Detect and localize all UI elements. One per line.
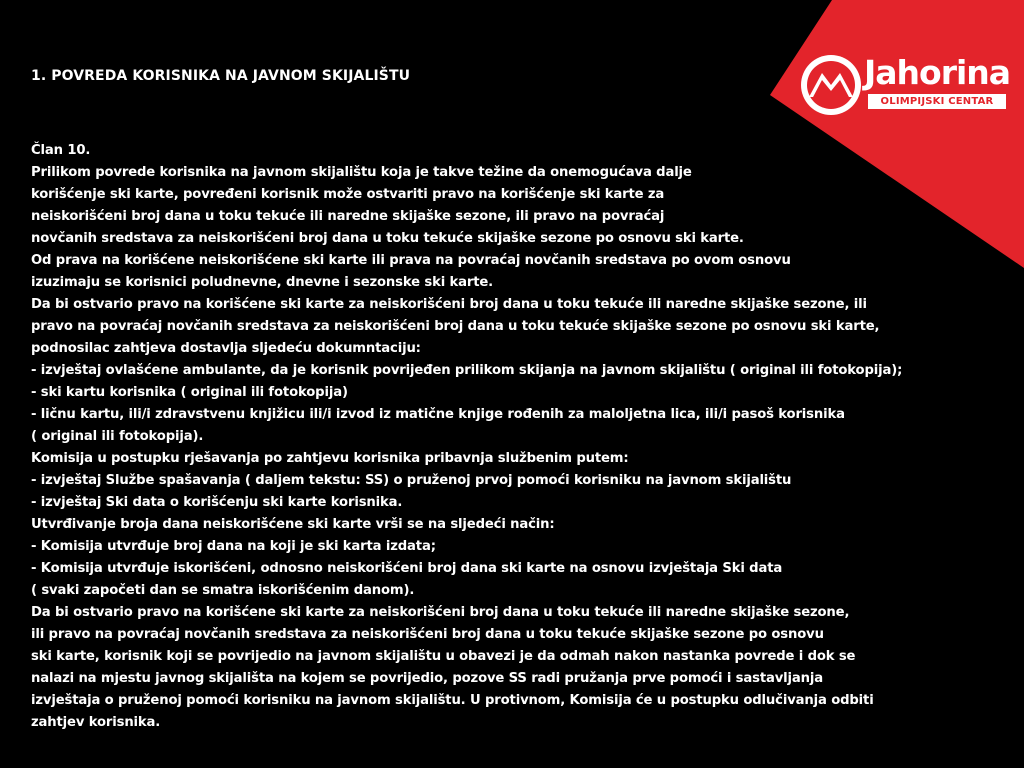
body-line: Da bi ostvario pravo na korišćene ski karte za neiskorišćeni broj dana u toku tekuće ili naredne skijaške sezone, [31,605,850,620]
body-line: ( original ili fotokopija). [31,429,204,444]
mountain-icon [798,52,864,118]
body-line: ski karte, korisnik koji se povrijedio na javnom skijalištu u obavezi je da odmah nakon nastanka povrede i dok se [31,649,856,664]
jahorina-logo [798,52,1018,122]
body-line: Od prava na korišćene neiskorišćene ski karte ili prava na povraćaj novčanih sredstava po ovom osnovu [31,253,791,268]
logo-subtitle: OLIMPIJSKI CENTAR [868,94,1006,109]
body-line: zahtjev korisnika. [31,715,161,730]
body-line: ili pravo na povraćaj novčanih sredstava za neiskorišćeni broj dana u toku tekuće skijaške sezone po osnovu [31,627,824,642]
list-item: - Komisija utvrđuje broj dana na koji je ski karta izdata; [31,539,436,554]
list-item: - Komisija utvrđuje iskorišćeni, odnosno neiskorišćeni broj dana ski karte na osnovu izvještaja Ski data [31,561,783,576]
list-item: - izvještaj Službe spašavanja ( daljem tekstu: SS) o pruženoj prvoj pomoći korisniku na javnom skijalištu [31,473,792,488]
body-line: korišćenje ski karte, povređeni korisnik može ostvariti pravo na korišćenje ski karte za [31,187,665,202]
body-line: Komisija u postupku rješavanja po zahtjevu korisnika pribavnja službenim putem: [31,451,629,466]
body-line: Da bi ostvario pravo na korišćene ski karte za neiskorišćeni broj dana u toku tekuće ili naredne skijaške sezone, ili [31,297,867,312]
body-line: novčanih sredstava za neiskorišćeni broj dana u toku tekuće skijaške sezone po osnovu ski karte. [31,231,744,246]
list-item: - ski kartu korisnika ( original ili fotokopija) [31,385,348,400]
article-number: Član 10. [31,143,91,158]
list-item: - ličnu kartu, ili/i zdravstvenu knjižicu ili/i izvod iz matične knjige rođenih za maloljetna lica, ili/i pasoš korisnika [31,407,845,422]
body-line: pravo na povraćaj novčanih sredstava za neiskorišćeni broj dana u toku tekuće skijaške sezone po osnovu ski karte, [31,319,880,334]
body-line: izvještaja o pruženoj pomoći korisniku na javnom skijalištu. U protivnom, Komisija će u postupku odlučivanja odbiti [31,693,874,708]
body-line: ( svaki započeti dan se smatra iskorišćenim danom). [31,583,415,598]
article-body [31,140,1016,734]
page-title: 1. POVREDA KORISNIKA NA JAVNOM SKIJALIŠTU [31,68,411,84]
logo-wordmark: Jahorina [864,53,1011,92]
body-line: neiskorišćeni broj dana u toku tekuće ili naredne skijaške sezone, ili pravo na povraćaj [31,209,665,224]
body-line: Utvrđivanje broja dana neiskorišćene ski karte vrši se na sljedeći način: [31,517,555,532]
body-line: Prilikom povrede korisnika na javnom skijalištu koja je takve težine da onemogućava dalje [31,165,692,180]
list-item: - izvještaj ovlašćene ambulante, da je korisnik povrijeđen prilikom skijanja na javnom skijalištu ( original ili fotokopija); [31,363,903,378]
body-line: nalazi na mjestu javnog skijališta na kojem se povrijedio, pozove SS radi pružanja prve pomoći i sastavljanja [31,671,824,686]
body-line: izuzimaju se korisnici poludnevne, dnevne i sezonske ski karte. [31,275,494,290]
body-line: podnosilac zahtjeva dostavlja sljedeću dokumntaciju: [31,341,421,356]
list-item: - izvještaj Ski data o korišćenju ski karte korisnika. [31,495,403,510]
